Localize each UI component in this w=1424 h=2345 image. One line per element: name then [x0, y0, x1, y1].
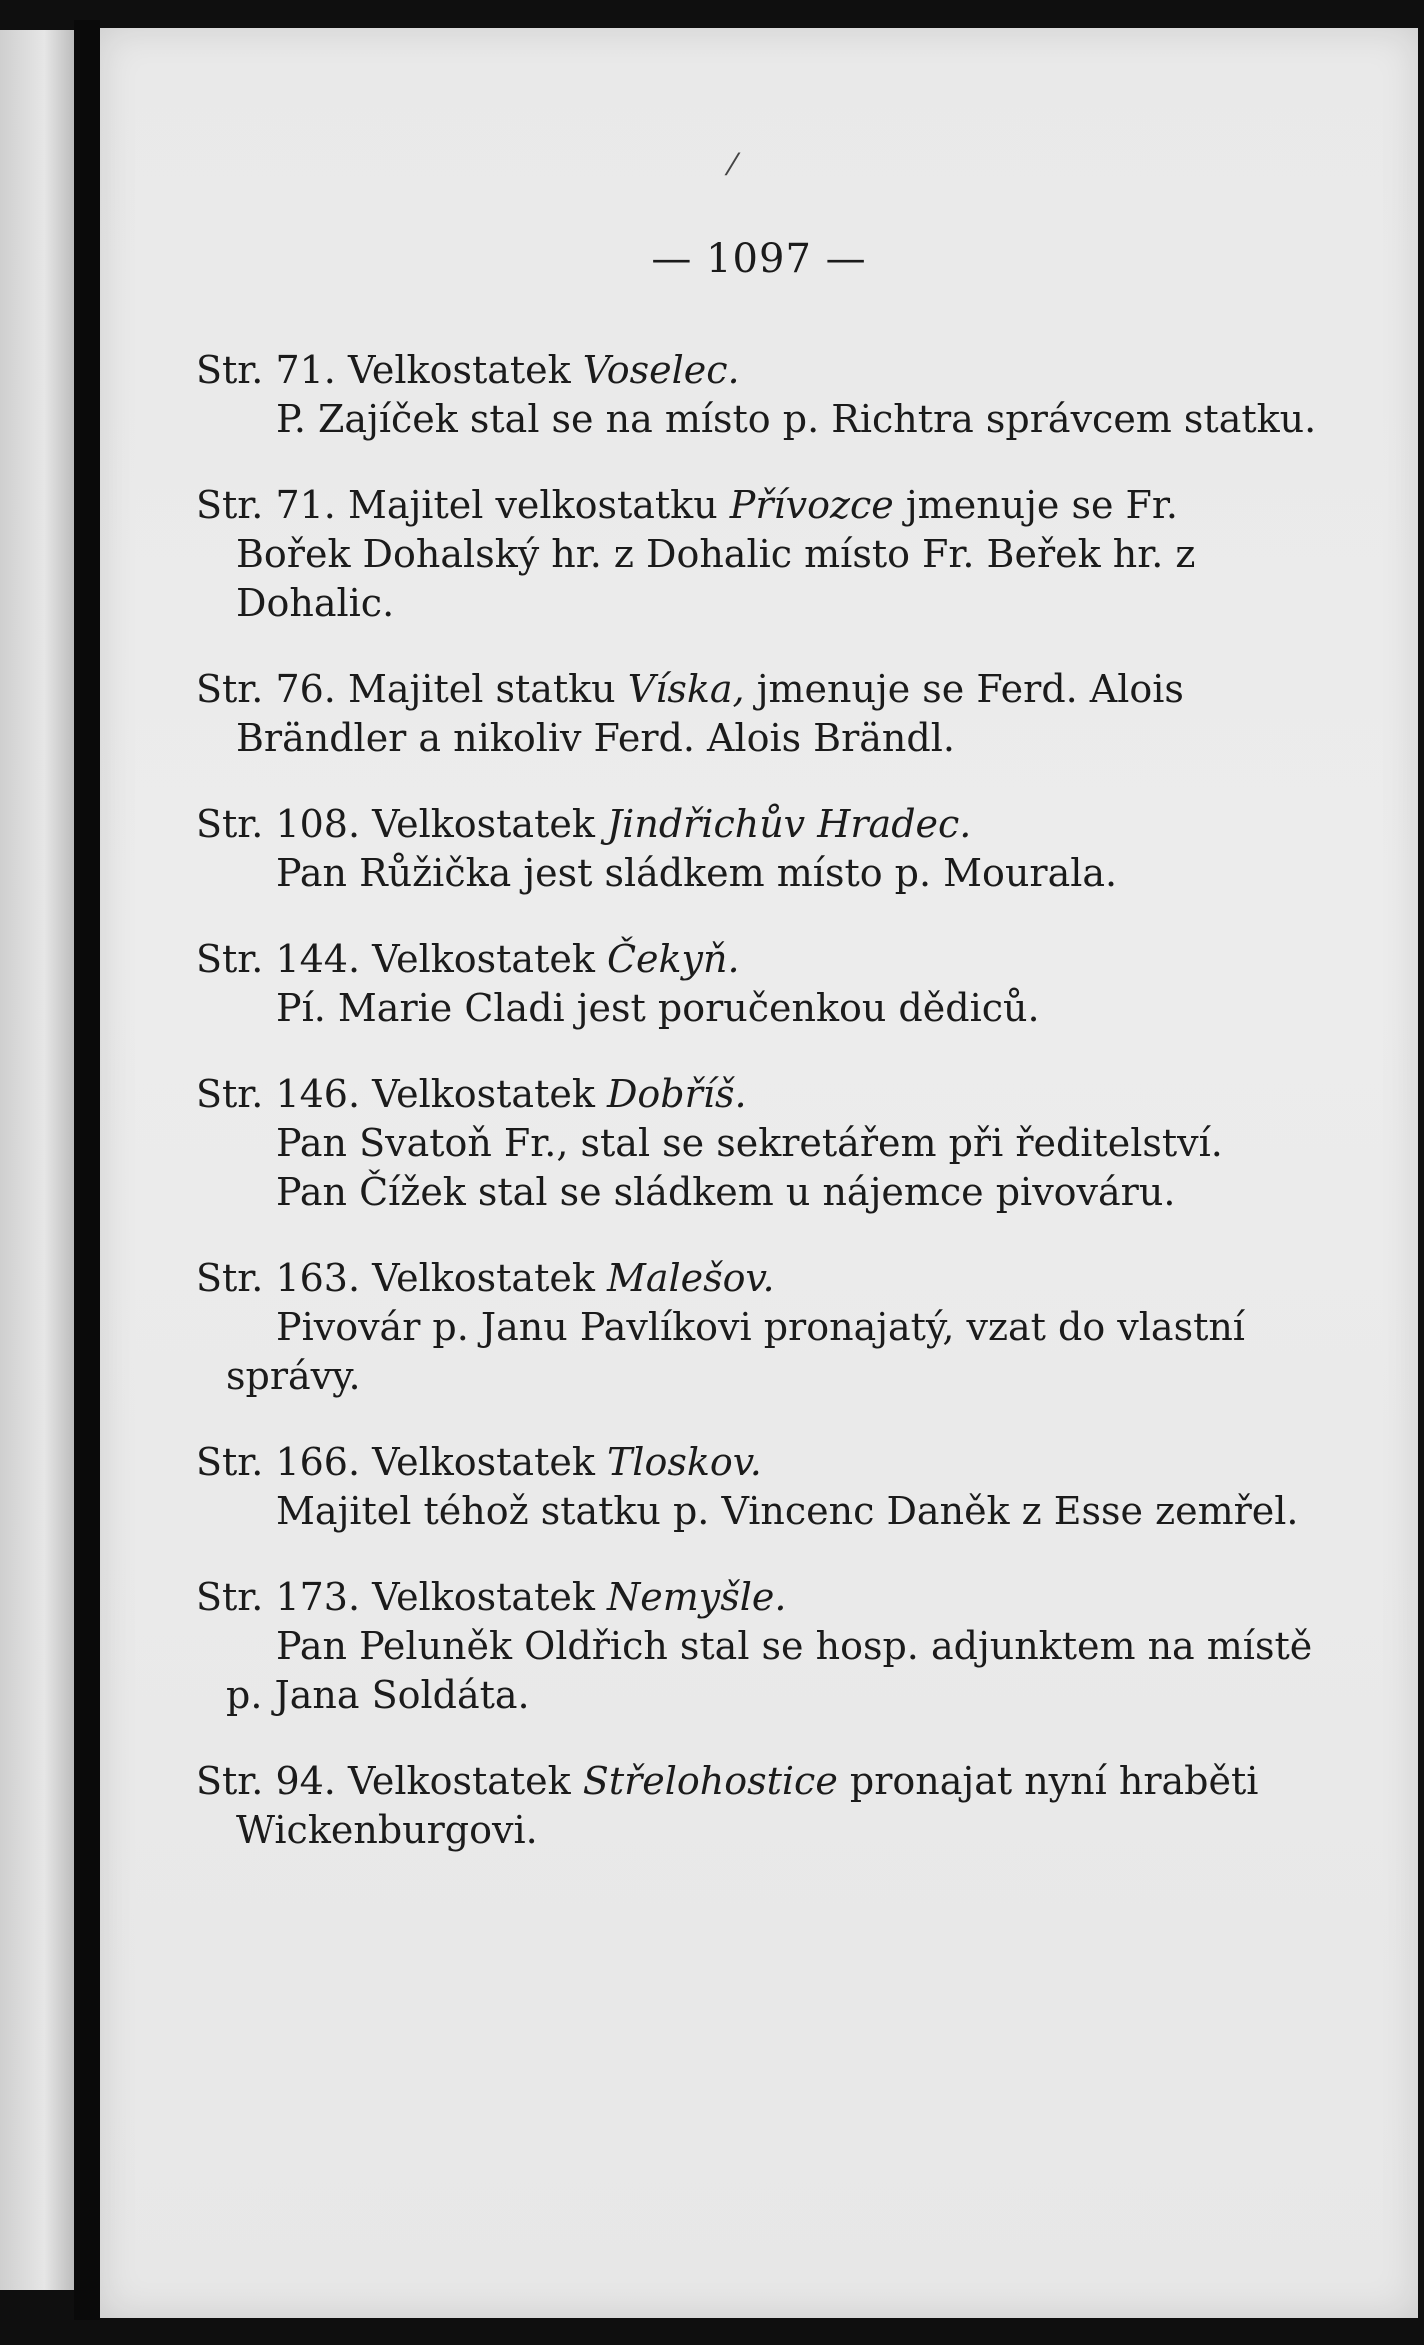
entry-heading — [196, 935, 1336, 984]
entry-text: Pí. Marie Cladi jest poručenkou dědiců. — [276, 986, 1040, 1030]
entry-place: Jindřichův Hradec. — [606, 802, 972, 846]
entry-continuation: Bořek Dohalský hr. z Dohalic místo Fr. Beřek hr. z Dohalic. — [236, 532, 1196, 625]
entry-place: Čekyň. — [606, 937, 740, 981]
entry-text: Pan Peluněk Oldřich stal se hosp. adjunktem na místě p. Jana Soldáta. — [226, 1624, 1313, 1717]
entry-continuation: Brändler a nikoliv Ferd. Alois Brändl. — [236, 716, 955, 760]
entry-place: Střelohostice — [582, 1759, 838, 1803]
left-page-edge — [0, 30, 74, 2290]
entry-text: P. Zajíček stal se na místo p. Richtra správcem statku. — [276, 397, 1317, 441]
entry-heading — [196, 665, 1336, 714]
entry-ref: Str. 173. Velkostatek — [196, 1575, 595, 1619]
entry-text: Majitel téhož statku p. Vincenc Daněk z Esse zemřel. — [276, 1489, 1299, 1533]
entry-privozce — [196, 481, 1336, 628]
entry-place: Nemyšle. — [606, 1575, 787, 1619]
entry-heading — [196, 1573, 1336, 1622]
entry-text: Pan Svatoň Fr., stal se sekretářem při ředitelství. — [276, 1121, 1223, 1165]
entry-viska — [196, 665, 1336, 763]
entry-place: Tloskov. — [606, 1440, 762, 1484]
entry-heading — [196, 346, 1336, 395]
page-number: — 1097 — — [651, 236, 867, 282]
entry-place: Dobříš. — [606, 1072, 747, 1116]
entry-ref: Str. 163. Velkostatek — [196, 1256, 595, 1300]
pencil-mark: ⁄ — [730, 148, 736, 183]
entry-heading — [196, 1438, 1336, 1487]
entry-ref: Str. 71. Velkostatek — [196, 348, 571, 392]
entry-place: Malešov. — [606, 1256, 775, 1300]
entry-ref: Str. 71. Majitel velkostatku — [196, 483, 718, 527]
entry-dobris — [196, 1070, 1336, 1217]
entry-voselec — [196, 346, 1336, 444]
entry-text: Pan Růžička jest sládkem místo p. Mourala. — [276, 851, 1118, 895]
entry-ref: Str. 108. Velkostatek — [196, 802, 595, 846]
book-gutter — [74, 20, 100, 2320]
entry-ref: Str. 144. Velkostatek — [196, 937, 595, 981]
entry-heading — [196, 481, 1336, 530]
entry-heading — [196, 1757, 1336, 1806]
errata-list — [196, 346, 1336, 1892]
entry-nemysle — [196, 1573, 1336, 1720]
entry-strelohostice — [196, 1757, 1336, 1855]
entry-heading — [196, 800, 1336, 849]
entry-tail: pronajat nyní hraběti — [849, 1759, 1259, 1803]
entry-ref: Str. 94. Velkostatek — [196, 1759, 571, 1803]
entry-ref: Str. 166. Velkostatek — [196, 1440, 595, 1484]
entry-place: Víska, — [627, 667, 745, 711]
entry-place: Voselec. — [582, 348, 740, 392]
entry-tail: jmenuje se Ferd. Alois — [756, 667, 1184, 711]
entry-text: Pivovár p. Janu Pavlíkovi pronajatý, vzat do vlastní správy. — [226, 1305, 1245, 1398]
entry-heading — [196, 1070, 1336, 1119]
entry-ref: Str. 76. Majitel statku — [196, 667, 616, 711]
book-page — [100, 28, 1418, 2318]
entry-jindrichuv-hradec — [196, 800, 1336, 898]
entry-text-second: Pan Čížek stal se sládkem u nájemce pivováru. — [276, 1170, 1176, 1214]
entry-place: Přívozce — [729, 483, 894, 527]
entry-malesov — [196, 1254, 1336, 1401]
entry-tloskov — [196, 1438, 1336, 1536]
entry-ref: Str. 146. Velkostatek — [196, 1072, 595, 1116]
entry-cekyn — [196, 935, 1336, 1033]
entry-tail: jmenuje se Fr. — [905, 483, 1178, 527]
entry-heading — [196, 1254, 1336, 1303]
entry-continuation: Wickenburgovi. — [236, 1808, 538, 1852]
